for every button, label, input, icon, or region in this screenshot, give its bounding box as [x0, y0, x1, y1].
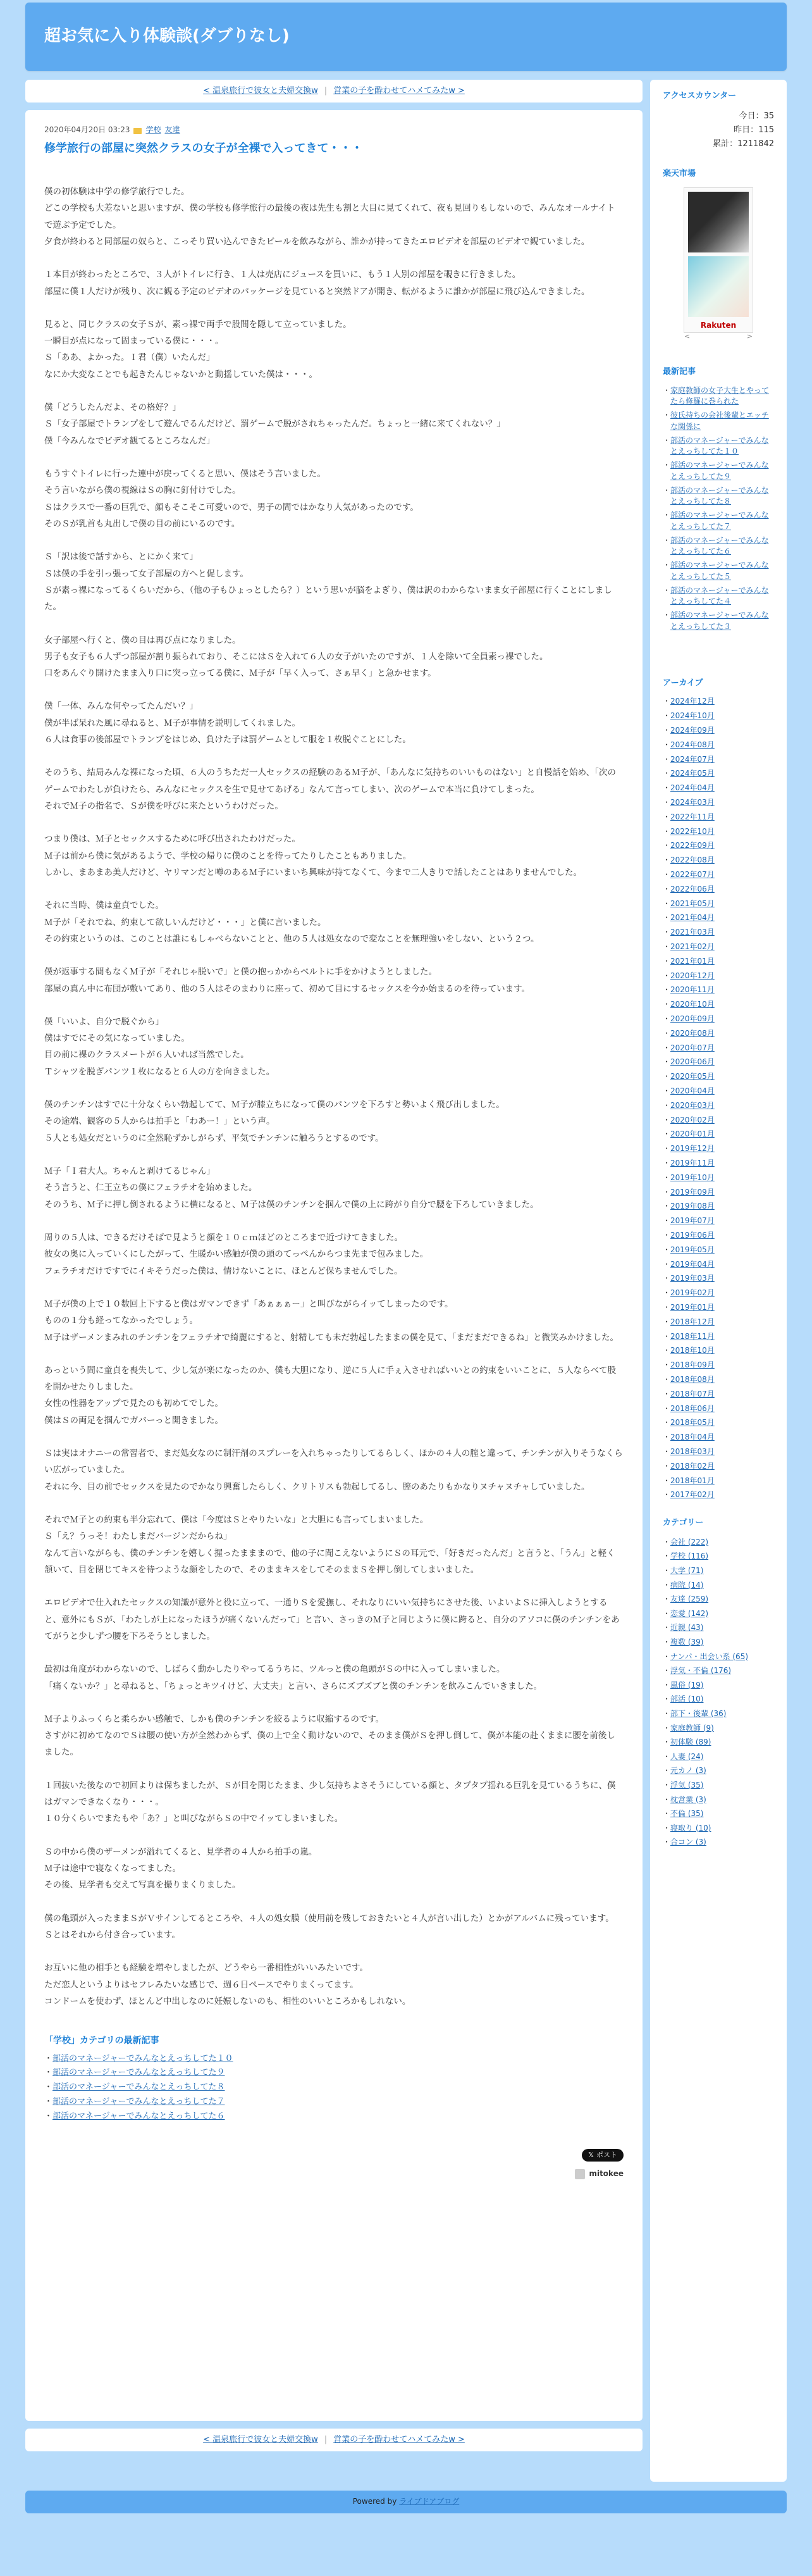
category-item — [663, 1822, 774, 1834]
market-section — [663, 168, 774, 341]
archive-month-item — [663, 1389, 774, 1400]
recent-article-link[interactable]: 家庭教師の女子大生とやってたら修羅に巻られた — [670, 385, 770, 406]
article-paragraph: あっという間に童貞を喪失して、少し気が楽になったのか、僕も大胆になり、逆に５人に手ぇ入させればいいとの約束をいいことに、５人ならべて股を開かせたりしました。 女性の性器をアップで見たのも初めてでした。 僕はＳの両足を掴んでガバーっと開きました。 — [44, 1365, 617, 1426]
related-article-link[interactable]: 部活のマネージャーでみんなとえっちしてた１０ — [52, 2053, 233, 2063]
archive-month-link[interactable]: 2019年12月 — [670, 1144, 715, 1154]
category-item — [663, 1622, 774, 1634]
ad-product-image-goods[interactable] — [688, 256, 749, 317]
archive-section — [663, 677, 774, 1500]
recent-section — [663, 366, 774, 633]
archive-month-link[interactable]: 2018年03月 — [670, 1447, 715, 1456]
archive-month-link[interactable]: 2020年06月 — [670, 1057, 715, 1067]
archive-month-link[interactable]: 2024年08月 — [670, 740, 715, 749]
archive-month-item — [663, 840, 774, 851]
ad-arrows — [684, 331, 753, 342]
article-paragraph: 僕の初体験は中学の修学旅行でした。 どこの学校も大差ないと思いますが、僕の学校も修学旅行の最後の夜は先生も割と大目に見てくれて、夜も見回りもしないので、みんなオールナイトで遊ぶ予定でした。 夕食が終わると同部屋の奴らと、こっそり買い込んできたビールを飲みながら、誰かが持ってきたエロビデオを部屋のビデオで観ていました。 — [44, 186, 615, 247]
category-link-friend[interactable]: 友達 — [164, 125, 180, 134]
related-article-link[interactable]: 部活のマネージャーでみんなとえっちしてた９ — [52, 2068, 225, 2078]
archive-month-link[interactable]: 2024年10月 — [670, 711, 715, 721]
archive-month-link[interactable]: 2020年08月 — [670, 1028, 715, 1038]
recent-article-item — [663, 485, 774, 508]
archive-month-item — [663, 1432, 774, 1443]
archive-month-link[interactable]: 2020年03月 — [670, 1100, 715, 1110]
recent-article-item — [663, 585, 774, 608]
archive-month-item — [663, 869, 774, 880]
article-paragraph: １本目が終わったところで、３人がトイレに行き、１人は売店にジュースを買いに、もう１人別の部屋を覗きに行きました。 部屋に僕１人だけが残り、次に観る予定のビデオのパッケージを見ていると突然ドアが開き、転がるように誰かが部屋に飛び込んできました。 — [44, 270, 590, 297]
counter-today: 今日：35 — [739, 111, 774, 121]
top-pager — [25, 80, 643, 103]
archive-month-item — [663, 1403, 774, 1414]
archive-month-link[interactable]: 2017年02月 — [670, 1490, 715, 1500]
archive-month-link[interactable]: 2018年08月 — [670, 1374, 715, 1384]
category-link[interactable]: 合コン (3) — [670, 1838, 706, 1847]
category-link[interactable]: 枕営業 (3) — [670, 1795, 706, 1804]
archive-month-link[interactable]: 2018年05月 — [670, 1418, 715, 1428]
archive-month-item — [663, 1447, 774, 1457]
archive-month-item — [663, 1230, 774, 1241]
article-paragraph: つまり僕は、Ｍ子とセックスするために呼び出されたわけだった。 Ｍ子は前から僕に気があるようで、学校の帰りに僕のことを待ってたりしたこともありました。 しかし、まあまあ美人だけど、ヤリマンだと噂のあるＭ子にいまいち興味が持てなくて、今まで二人きりで話したことはありませんでした。 — [44, 834, 582, 878]
recent-article-link[interactable]: 部活のマネージャーでみんなとえっちしてた９ — [670, 461, 769, 481]
archive-title: アーカイブ — [663, 678, 703, 688]
category-item — [663, 1722, 774, 1734]
archive-month-item — [663, 927, 774, 938]
article-paragraph: エロビデオで仕入れたセックスの知識が意外と役に立って、一通りＳを愛撫し、それなりにいい気持ちにさせた後、いよいよＳに挿入しようとすると、意外にもＳが、「わたしが上になったほうが痛くないんだって」と言い、さっきのＭ子と同じように僕に跨ると、自分のアソコに僕のチンチンをあてがうと少しずつ腰を下ろそうとしました。 — [44, 1598, 620, 1641]
rakuten-logo: Rakuten — [700, 320, 737, 330]
ad-prev-arrow-icon[interactable]: < — [684, 332, 691, 341]
category-item — [663, 1565, 774, 1577]
category-link[interactable]: 元カノ (3) — [670, 1766, 706, 1776]
related-article-item — [44, 2081, 624, 2095]
recent-article-link[interactable]: 部活のマネージャーでみんなとえっちしてた１０ — [670, 435, 769, 456]
archive-month-link[interactable]: 2018年11月 — [670, 1331, 715, 1341]
archive-month-link[interactable]: 2021年03月 — [670, 928, 715, 937]
archive-month-link[interactable]: 2019年08月 — [670, 1202, 715, 1211]
category-link[interactable]: 浮気 (35) — [670, 1780, 704, 1789]
archive-month-item — [663, 1417, 774, 1428]
category-item — [663, 1693, 774, 1705]
recent-article-item — [663, 610, 774, 633]
page — [0, 3, 812, 2513]
archive-month-link[interactable]: 2024年05月 — [670, 769, 715, 778]
article-paragraph: 周りの５人は、できるだけそばで見ようと顔を１０ｃｍほどのところまで近づけてきました。 彼女の奥に入っていくにしたがって、生暖かい感触が僕の頭のてっぺんからつま先まで包みました。 フェラチオだけですでにイキそうだった僕は、情けないことに、ほとんど保ちませんでした。 — [44, 1232, 429, 1276]
x-post-label: ポスト — [596, 2151, 617, 2160]
archive-month-item — [663, 1057, 774, 1067]
archive-month-link[interactable]: 2019年09月 — [670, 1187, 715, 1197]
archive-month-item — [663, 956, 774, 967]
related-article-link[interactable]: 部活のマネージャーでみんなとえっちしてた７ — [52, 2096, 225, 2106]
mitokee-widget[interactable] — [575, 2168, 624, 2180]
archive-month-item — [663, 1490, 774, 1500]
category-link[interactable]: 寝取り (10) — [670, 1823, 711, 1832]
category-item — [663, 1779, 774, 1791]
article-paragraph: 僕「いいよ、自分で脱ぐから」 僕はすでにその気になっていました。 目の前に裸のクラスメートが６人いれば当然でした。 Ｔシャツを脱ぎパンツ１枚になると６人の方を向きました。 — [44, 1016, 275, 1077]
category-item — [663, 1736, 774, 1748]
archive-month-item — [663, 1086, 774, 1097]
archive-month-item — [663, 912, 774, 923]
archive-month-item — [663, 1245, 774, 1255]
archive-month-item — [663, 711, 774, 721]
archive-month-link[interactable]: 2018年12月 — [670, 1317, 715, 1326]
article-paragraph: 僕「どうしたんだよ、その格好？」 Ｓ「女子部屋でトランプをして遊んでるんだけど、罰ゲームで脱がされちゃったんだ。ちょっと一緒に来てくれない？」 僕「今みんなでビデオ観てるところなんだ」 — [44, 402, 505, 446]
archive-month-item — [663, 1216, 774, 1226]
article-paragraph: そのうち、結局みんな裸になった頃、６人のうちただ一人セックスの経験のあるＭ子が、「あんなに気持ちのいいものはない」と自慢話を始め、「次のゲームでわたしが負けたら、みんなにセックスを生で見せてあげる」なんて言ってしまい、次のゲームで本当に負けてしまった。 それでＭ子の指名で、Ｓが僕を呼びに来たというわけだった。 — [44, 768, 616, 812]
archive-month-item — [663, 1187, 774, 1198]
counter-total: 累計：1211842 — [713, 139, 774, 149]
archive-month-link[interactable]: 2020年04月 — [670, 1086, 715, 1095]
rakuten-ad-widget[interactable] — [684, 187, 753, 341]
category-item — [663, 1636, 774, 1648]
category-link[interactable]: 病院 (14) — [670, 1580, 704, 1590]
archive-month-item — [663, 884, 774, 895]
archive-month-item — [663, 812, 774, 823]
site-title-link[interactable]: 超お気に入り体験談(ダブりなし) — [44, 27, 290, 46]
archive-month-item — [663, 725, 774, 736]
archive-month-item — [663, 740, 774, 750]
category-item — [663, 1651, 774, 1663]
article-paragraph: Ｍ子「Ｉ君大人。ちゃんと剥けてるじゃん」 そう言うと、仁王立ちの僕にフェラチオを始めました。 そのうち、Ｍ子に押し倒されるように横になると、Ｍ子は僕のチンチンを掴んで僕の上に跨がり自分で腰を下ろしていきました。 — [44, 1166, 539, 1210]
archive-month-item — [663, 1317, 774, 1328]
pager-separator: | — [324, 85, 328, 96]
recent-article-item — [663, 385, 774, 408]
recent-article-link[interactable]: 部活のマネージャーでみんなとえっちしてた７ — [670, 511, 769, 531]
archive-month-link[interactable]: 2018年04月 — [670, 1433, 715, 1442]
site-header — [25, 3, 787, 71]
archive-month-item — [663, 797, 774, 808]
category-link-school[interactable]: 学校 — [145, 125, 161, 134]
archive-month-link[interactable]: 2018年01月 — [670, 1476, 715, 1485]
category-item — [663, 1608, 774, 1620]
archive-month-item — [663, 1461, 774, 1472]
archive-month-item — [663, 899, 774, 909]
article-paragraph: １回抜いた後なので初回よりは保ちましたが、Ｓが目を閉じたまま、少し気持ちよさそうにしている顔と、タプタプ揺れる巨乳を見ているうちに、僕はガマンできなくなり・・・。 １０分くらいでまたもや「あ？」と叫びながらＳの中でイッてしまいました。 — [44, 1780, 616, 1824]
category-link[interactable]: 友達 (259) — [670, 1595, 709, 1604]
archive-month-item — [663, 971, 774, 981]
category-item — [663, 1794, 774, 1806]
archive-month-link[interactable]: 2022年08月 — [670, 856, 715, 865]
archive-month-link[interactable]: 2024年09月 — [670, 726, 715, 735]
archive-list — [663, 696, 774, 1500]
archive-month-item — [663, 768, 774, 779]
archive-month-link[interactable]: 2022年06月 — [670, 884, 715, 893]
next-article-link-bottom[interactable]: 営業の子を酔わせてハメてみたw > — [333, 2434, 465, 2444]
article-paragraph: 最初は角度がわからないので、しばらく動かしたりやってるうちに、ツルっと僕の亀頭がＳの中に入ってしまいました。 「痛くないか？」と尋ねると、「ちょっとキツイけど、大丈夫」と言い、さらにズブズブと僕のチンチンを飲みこんでいきました。 — [44, 1664, 543, 1691]
category-item — [663, 1808, 774, 1820]
archive-month-item — [663, 1100, 774, 1111]
footer — [25, 2491, 787, 2513]
recent-title: 最新記事 — [663, 366, 696, 376]
archive-month-item — [663, 855, 774, 866]
archive-month-link[interactable]: 2019年06月 — [670, 1230, 715, 1240]
recent-article-item — [663, 510, 774, 533]
sidebar-box — [650, 80, 787, 2482]
archive-month-item — [663, 1043, 774, 1054]
category-link[interactable]: 人妻 (24) — [670, 1752, 704, 1761]
archive-month-item — [663, 783, 774, 793]
archive-month-link[interactable]: 2022年10月 — [670, 826, 715, 836]
category-link[interactable]: 初体験 (89) — [670, 1738, 711, 1747]
archive-month-item — [663, 1173, 774, 1183]
article-date: 2020年04月20日 03:23 — [44, 125, 130, 134]
category-section — [663, 1517, 774, 1848]
related-articles — [44, 2034, 624, 2124]
recent-article-link[interactable]: 部活のマネージャーでみんなとえっちしてた５ — [670, 561, 769, 581]
article-paragraph: Ｍ子よりふっくらと柔らかい感触で、しかも僕のチンチンを絞るように収縮するのです。 さすがに初めてなのでＳは腰の使い方が全然わからず、僕の上で全く動けないので、そのまま僕がＳを押し倒して、僕が本能の赴くままに腰を前後しました。 — [44, 1714, 615, 1758]
category-link[interactable]: ナンパ・出会い系 (65) — [670, 1652, 749, 1661]
category-link[interactable]: 風俗 (19) — [670, 1680, 704, 1689]
archive-month-item — [663, 1014, 774, 1024]
archive-month-link[interactable]: 2024年04月 — [670, 783, 715, 793]
category-link[interactable]: 学校 (116) — [670, 1552, 709, 1561]
archive-month-link[interactable]: 2024年07月 — [670, 754, 715, 764]
archive-month-item — [663, 1302, 774, 1313]
recent-list — [663, 385, 774, 633]
archive-month-link[interactable]: 2020年10月 — [670, 1000, 715, 1009]
archive-month-item — [663, 1476, 774, 1486]
archive-month-link[interactable]: 2020年01月 — [670, 1129, 715, 1139]
archive-month-link[interactable]: 2019年10月 — [670, 1173, 715, 1182]
archive-month-link[interactable]: 2024年03月 — [670, 798, 715, 807]
category-item — [663, 1679, 774, 1691]
archive-month-item — [663, 1288, 774, 1298]
archive-month-link[interactable]: 2019年11月 — [670, 1158, 715, 1167]
category-item — [663, 1593, 774, 1605]
category-item — [663, 1708, 774, 1720]
archive-month-item — [663, 985, 774, 995]
related-title: 「学校」カテゴリの最新記事 — [44, 2036, 159, 2046]
recent-article-item — [663, 460, 774, 483]
category-link[interactable]: 不倫 (35) — [670, 1809, 704, 1819]
archive-month-link[interactable]: 2020年12月 — [670, 971, 715, 980]
archive-month-item — [663, 754, 774, 765]
archive-month-item — [663, 1331, 774, 1342]
x-post-button[interactable] — [582, 2149, 624, 2162]
main-column — [25, 80, 643, 2451]
archive-month-link[interactable]: 2020年09月 — [670, 1014, 715, 1023]
archive-month-item — [663, 999, 774, 1010]
livedoor-blog-link[interactable]: ライブドアブログ — [399, 2497, 460, 2506]
category-item — [663, 1751, 774, 1763]
category-item — [663, 1579, 774, 1591]
category-link[interactable]: 大学 (71) — [670, 1566, 704, 1576]
category-link[interactable]: 家庭教師 (9) — [670, 1723, 714, 1733]
archive-month-item — [663, 1345, 774, 1356]
category-link[interactable]: 恋愛 (142) — [670, 1608, 709, 1618]
recent-article-link[interactable]: 部活のマネージャーでみんなとえっちしてた６ — [670, 535, 769, 556]
archive-month-item — [663, 1201, 774, 1212]
archive-month-link[interactable]: 2018年07月 — [670, 1389, 715, 1398]
archive-month-item — [663, 696, 774, 707]
archive-month-link[interactable]: 2019年07月 — [670, 1216, 715, 1226]
archive-month-link[interactable]: 2020年02月 — [670, 1115, 715, 1124]
access-counter — [663, 109, 774, 151]
article-paragraph: Ｓ「訳は後で話すから、とにかく来て」 Ｓは僕の手を引っ張って女子部屋の方へと促します。 Ｓが素っ裸になってるくらいだから、（他の子もひょっとしたら？）という思いが脳をよぎり、僕は訳のわからないまま女子部屋に行くことにしました。 — [44, 552, 612, 613]
archive-month-link[interactable]: 2019年01月 — [670, 1302, 715, 1312]
article-paragraph: 僕が返事する間もなくＭ子が「それじゃ脱いで」と僕の抱っかからベルトに手をかけようとしました。 部屋の真ん中に布団が敷いてあり、他の５人はそのまわりに座って、初めて目にするセックスを今か始まるのを待っています。 — [44, 967, 531, 994]
bottom-pager — [25, 2429, 643, 2451]
category-item — [663, 1550, 774, 1562]
prev-article-link[interactable]: < 温泉旅行で彼女と夫婦交換w — [203, 85, 318, 96]
article-meta — [44, 124, 624, 136]
archive-month-item — [663, 1071, 774, 1082]
archive-month-link[interactable]: 2018年10月 — [670, 1346, 715, 1355]
related-article-link[interactable]: 部活のマネージャーでみんなとえっちしてた６ — [52, 2111, 225, 2121]
category-link[interactable]: 部下・後輩 (36) — [670, 1709, 727, 1719]
archive-month-link[interactable]: 2021年04月 — [670, 913, 715, 923]
folder-icon — [133, 128, 142, 134]
category-link[interactable]: 会社 (222) — [670, 1537, 709, 1546]
article-paragraph: 僕のチンチンはすでに十分なくらい勃起してて、Ｍ子が膝立ちになって僕のパンツを下ろすと勢いよく飛び出しました。 その途端、観客の５人からは拍手と「わあー！」という声。 ５人とも処女だというのに全然恥ずかしがらず、平気でチンチンに触ろうとするのです。 — [44, 1100, 505, 1143]
archive-month-link[interactable]: 2019年04月 — [670, 1259, 715, 1269]
article-paragraph: Ｓの中から僕のザーメンが溢れてくると、見学者の４人から拍手の嵐。 Ｍ子は途中で寝なくなってました。 その後、見学者も交えて写真を撮りまくりました。 — [44, 1846, 317, 1891]
category-link[interactable]: 浮気・不倫 (176) — [670, 1666, 732, 1676]
category-item — [663, 1536, 774, 1548]
archive-month-item — [663, 826, 774, 837]
category-item — [663, 1836, 774, 1848]
archive-month-link[interactable]: 2019年05月 — [670, 1245, 715, 1254]
archive-month-link[interactable]: 2018年09月 — [670, 1360, 715, 1370]
sidebar — [650, 80, 787, 2482]
archive-month-item — [663, 1374, 774, 1385]
article-paragraph: 僕の亀頭が入ったままＳがＶサインしてるところや、４人の処女膜（使用前を残しておきたいと４人が言い出した）とかがアルバムに残っています。 Ｓとはそれから付き合っています。 — [44, 1913, 614, 1940]
archive-month-link[interactable]: 2019年03月 — [670, 1274, 715, 1283]
related-article-item — [44, 2066, 624, 2081]
next-article-link[interactable]: 営業の子を酔わせてハメてみたw > — [333, 85, 465, 96]
mitokee-icon — [575, 2169, 585, 2179]
related-article-item — [44, 2095, 624, 2110]
archive-month-link[interactable]: 2020年11月 — [670, 985, 715, 995]
category-list — [663, 1536, 774, 1848]
article-paragraph: もうすぐトイレに行った連中が戻ってくると思い、僕はそう言いました。 そう言いながら僕の視線はＳの胸に釘付けでした。 Ｓはクラスで一番の巨乳で、顔もそこそこ可愛いので、男子の間ではかなり人気があったのです。 そのＳが乳首も丸出しで僕の目の前にいるのです。 — [44, 469, 419, 529]
archive-month-link[interactable]: 2021年01月 — [670, 956, 715, 966]
pager-separator: | — [324, 2434, 328, 2444]
archive-month-link[interactable]: 2022年11月 — [670, 812, 715, 821]
category-link[interactable]: 複数 (39) — [670, 1638, 704, 1647]
article-paragraph: お互いに他の相手とも経験を増やしましたが、どうやら一番相性がいいみたいです。 ただ恋人というよりはセフレみたいな感じで、週６日ペースでやりまくってます。 コンドームを使わず、ほとんど中出しなのに妊娠しないのも、相性のいいところかもしれない。 — [44, 1963, 411, 2007]
article-paragraph: それでＭ子との約束も半分忘れて、僕は「今度はＳとやりたいな」と大胆にも言ってしまいました。 Ｓ「え？うっそ！わたしまだバージンだからね」 なんて言いながらも、僕のチンチンを嬉しく握ったまままので、他の子に聞こえないようにＳの耳元で、「好きだったんだ」と言うと、「うん」と軽く頷いて、目を閉じてキスを待つような顔をしたので、そのままキスをしてそのままＳを押し倒してしまいました。 — [44, 1515, 615, 1575]
recent-article-item — [663, 410, 774, 433]
archive-month-link[interactable]: 2021年05月 — [670, 899, 715, 908]
archive-month-item — [663, 1273, 774, 1284]
archive-month-link[interactable]: 2024年12月 — [670, 697, 715, 706]
archive-month-item — [663, 1259, 774, 1270]
share-area — [44, 2149, 624, 2180]
article-title: 修学旅行の部屋に突然クラスの女子が全裸で入ってきて・・・ — [44, 142, 363, 156]
archive-month-link[interactable]: 2020年05月 — [670, 1072, 715, 1081]
archive-month-item — [663, 942, 774, 952]
archive-month-link[interactable]: 2022年09月 — [670, 841, 715, 850]
footer-powered-by: Powered by — [352, 2497, 397, 2506]
counter-yesterday: 昨日：115 — [734, 125, 774, 135]
ad-product-image-umbrella[interactable] — [688, 192, 749, 252]
x-icon: 𝕏 — [588, 2151, 594, 2160]
article-paragraph: それに当時、僕は童貞でした。 Ｍ子が「それでね、約束して欲しいんだけど・・・」と僕に言いました。 その約束というのは、このことは誰にもしゃべらないことと、他の５人は処女なので変なことを無理強いをしない、という２つ。 — [44, 900, 539, 944]
archive-month-link[interactable]: 2020年07月 — [670, 1043, 715, 1052]
category-link[interactable]: 近親 (43) — [670, 1623, 704, 1633]
related-article-item — [44, 2052, 624, 2067]
article-paragraph: 見ると、同じクラスの女子Ｓが、素っ裸で両手で股間を隠して立っていました。 一瞬目が点になって固まっている僕に・・・。 Ｓ「ああ、よかった。Ｉ君（僕）いたんだ」 なにか大変なことでも起きたんじゃないかと動揺していた僕は・・・。 — [44, 319, 352, 380]
ad-next-arrow-icon[interactable]: > — [746, 332, 753, 341]
archive-month-link[interactable]: 2018年02月 — [670, 1461, 715, 1471]
related-article-link[interactable]: 部活のマネージャーでみんなとえっちしてた８ — [52, 2082, 225, 2093]
archive-month-item — [663, 1028, 774, 1039]
article — [25, 110, 643, 2421]
archive-month-link[interactable]: 2018年06月 — [670, 1403, 715, 1413]
recent-article-item — [663, 535, 774, 558]
archive-month-item — [663, 1360, 774, 1371]
related-article-item — [44, 2110, 624, 2124]
related-list — [44, 2052, 624, 2124]
article-paragraph: Ｍ子が僕の上で１０数回上下すると僕はガマンできず「あぁぁぁー」と叫びながらイッてしまったのです。 ものの１分も経ってなかったでしょう。 Ｍ子はザーメンまみれのチンチンをフェラチオで綺麗にすると、射精しても未だ勃起したままの僕を見て、「まだまだできるね」と微笑みかけました。 — [44, 1298, 619, 1343]
article-paragraph: 女子部屋へ行くと、僕の目は再び点になりました。 男子も女子も６人ずつ部屋が割り振られており、そこにはＳを入れて６人の女子がいたのですが、１人を除いて全員素っ裸でした。 口をあんぐり開けたまま入り口に突っ立ってる僕に、Ｍ子が「早く入って、さぁ早く」と急かせます。 — [44, 635, 548, 679]
recent-article-link[interactable]: 部活のマネージャーでみんなとえっちしてた３ — [670, 611, 769, 631]
mitokee-label: mitokee — [589, 2168, 624, 2178]
category-item — [663, 1665, 774, 1677]
recent-article-link[interactable]: 部活のマネージャーでみんなとえっちしてた４ — [670, 585, 769, 606]
archive-month-link[interactable]: 2019年02月 — [670, 1288, 715, 1298]
recent-article-item — [663, 560, 774, 583]
archive-month-item — [663, 1143, 774, 1154]
article-paragraph: 僕「一体、みんな何やってたんだい？」 僕が半ば呆れた風に尋ねると、Ｍ子が事情を説明してくれました。 ６人は食事の後部屋でトランプをはじめ、負けた子は罰ゲームとして服を１枚脱ぐことにした。 — [44, 701, 411, 745]
archive-month-item — [663, 1158, 774, 1169]
category-link[interactable]: 部活 (10) — [670, 1695, 704, 1704]
article-body — [44, 184, 624, 2010]
archive-month-item — [663, 1115, 774, 1126]
market-title: 楽天市場 — [663, 169, 696, 179]
recent-article-link[interactable]: 部活のマネージャーでみんなとえっちしてた８ — [670, 485, 769, 506]
layout — [25, 80, 787, 2482]
archive-month-link[interactable]: 2022年07月 — [670, 870, 715, 880]
archive-month-item — [663, 1129, 774, 1140]
prev-article-link-bottom[interactable]: < 温泉旅行で彼女と夫婦交換w — [203, 2434, 318, 2444]
article-paragraph: Ｓは実はオナニーの常習者で、まだ処女なのに制汗剤のスプレーを入れちゃったりしてるらしく、ほかの４人の膣と違って、チンチンが入りそうなくらい広がっていました。 それに今、目の前でセックスを見たのでかなり興奮したらしく、クリトリスも勃起してるし、膣のあたりもかなりヌチャヌチャしていました。 — [44, 1448, 623, 1492]
recent-article-item — [663, 435, 774, 458]
category-item — [663, 1765, 774, 1777]
archive-month-link[interactable]: 2021年02月 — [670, 942, 715, 952]
counter-title: アクセスカウンター — [663, 91, 737, 101]
category-title: カテゴリー — [663, 1518, 704, 1528]
recent-article-link[interactable]: 彼氏持ちの会社後輩とエッチな関係に — [670, 411, 769, 431]
